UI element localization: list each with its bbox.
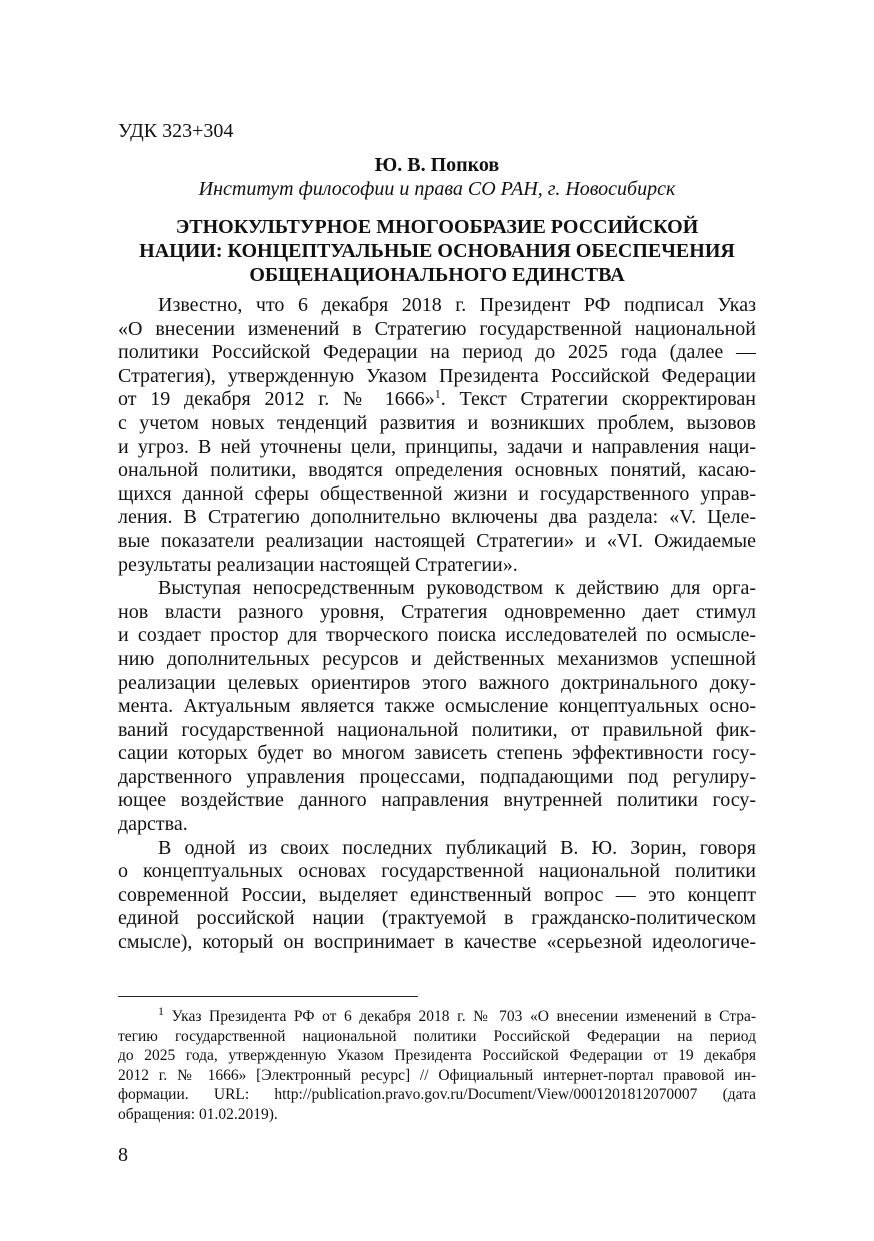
text-line: о концептуальных основах государственной национальной политики <box>118 860 756 883</box>
page-number: 8 <box>118 1144 128 1166</box>
udk-code: УДК 323+304 <box>118 120 234 142</box>
article-body <box>118 294 756 955</box>
footnote <box>118 1007 756 1124</box>
text-line: политики Российской Федерации на период до 2025 года (далее — <box>118 341 756 364</box>
text-line: смысле), который он воспринимает в качестве «серьезной идеологиче- <box>118 931 756 954</box>
title-line: ОБЩЕНАЦИОНАЛЬНОГО ЕДИНСТВА <box>249 264 625 286</box>
text-line: сации которых будет во многом зависеть степень эффективности госу- <box>118 742 756 765</box>
text-line: ваний государственной национальной политики, от правильной фик- <box>118 718 756 741</box>
text-line: ющее воздействие данного направления внутренней политики госу- <box>118 789 756 812</box>
text-fragment: Указ Президента РФ от 6 декабря 2018 г. № 703 «О внесении изменений в Стра- <box>171 1008 756 1025</box>
text-line: с учетом новых тенденций развития и возникших проблем, вызовов <box>118 411 756 434</box>
text-fragment: Текст Стратегии скорректирован <box>459 388 756 411</box>
text-line: Известно, что 6 декабря 2018 г. Президент РФ подписал Указ <box>158 294 756 316</box>
footnote-line: 2012 г. № 1666» [Электронный ресурс] // Официальный интернет-портал правовой ин- <box>118 1066 756 1084</box>
text-line: Стратегия), утвержденную Указом Президента Российской Федерации <box>118 364 756 387</box>
text-line: «О внесении изменений в Стратегию государственной национальной <box>118 317 756 340</box>
article-title <box>118 215 756 287</box>
text-line: Выступая непосредственным руководством к действию для орга- <box>158 577 756 600</box>
title-line: НАЦИИ: КОНЦЕПТУАЛЬНЫЕ ОСНОВАНИЯ ОБЕСПЕЧЕНИЯ <box>139 240 735 262</box>
footnote-divider <box>118 996 418 997</box>
footnote-line: формации. URL: http://publication.pravo.gov.ru/Document/View/0001201812070007 (дата <box>118 1086 756 1103</box>
footnote-line: до 2025 года, утвержденную Указом Президента Российской Федерации от 19 декабря <box>118 1047 756 1064</box>
author-name: Ю. В. Попков <box>374 154 500 176</box>
text-line: вые показатели реализации настоящей Стратегии» и «VI. Ожидаемые <box>118 529 756 552</box>
text-line: ления. В Стратегию дополнительно включены два раздела: «V. Целе- <box>118 506 756 529</box>
footnote-line <box>118 1007 756 1027</box>
text-line: мента. Актуальным является также осмысление концептуальных осно- <box>118 695 756 718</box>
text-line: и создает простор для творческого поиска исследователей по осмысле- <box>118 624 756 647</box>
text-line-with-footnote-ref: от 19 декабря 2012 г. № 1666»$^1$. Текст Стратегии скорректирован <box>118 388 756 411</box>
text-line: современной России, выделяет единственный вопрос — это концепт <box>118 883 756 906</box>
text-line: щихся данной сферы общественной жизни и государственного управ- <box>118 482 756 505</box>
text-line: нию дополнительных ресурсов и действенных механизмов успешной <box>118 647 756 670</box>
text-line: единой российской нации (трактуемой в гражданско-политическом <box>118 907 756 930</box>
text-line: дарственного управления процессами, подпадающими под регулиру- <box>118 765 756 788</box>
text-line: В одной из своих последних публикаций В. Ю. Зорин, говоря <box>158 836 756 859</box>
footnote-ref[interactable]: 1 <box>434 388 441 401</box>
text-line: ональной политики, вводятся определения основных понятий, касаю- <box>118 459 756 482</box>
footnote-line: обращения: 01.02.2019). <box>118 1105 278 1123</box>
author-affiliation: Институт философии и права СО РАН, г. Новосибирск <box>198 178 676 200</box>
text-line: и угроз. В ней уточнены цели, принципы, задачи и направления наци- <box>118 435 756 458</box>
text-line: нов власти разного уровня, Стратегия одновременно дает стимул <box>118 600 756 623</box>
title-line: ЭТНОКУЛЬТУРНОЕ МНОГООБРАЗИЕ РОССИЙСКОЙ <box>175 216 699 238</box>
text-line: дарства. <box>118 813 188 836</box>
text-fragment: от 19 декабря 2012 г. № 1666» <box>118 388 435 411</box>
text-line: реализации целевых ориентиров этого важного доктринального доку- <box>118 671 756 694</box>
footnote-marker: 1 <box>158 1007 164 1018</box>
footnote-line: тегию государственной национальной политики Российской Федерации на период <box>118 1027 756 1045</box>
text-line: результаты реализации настоящей Стратегии». <box>118 553 518 576</box>
